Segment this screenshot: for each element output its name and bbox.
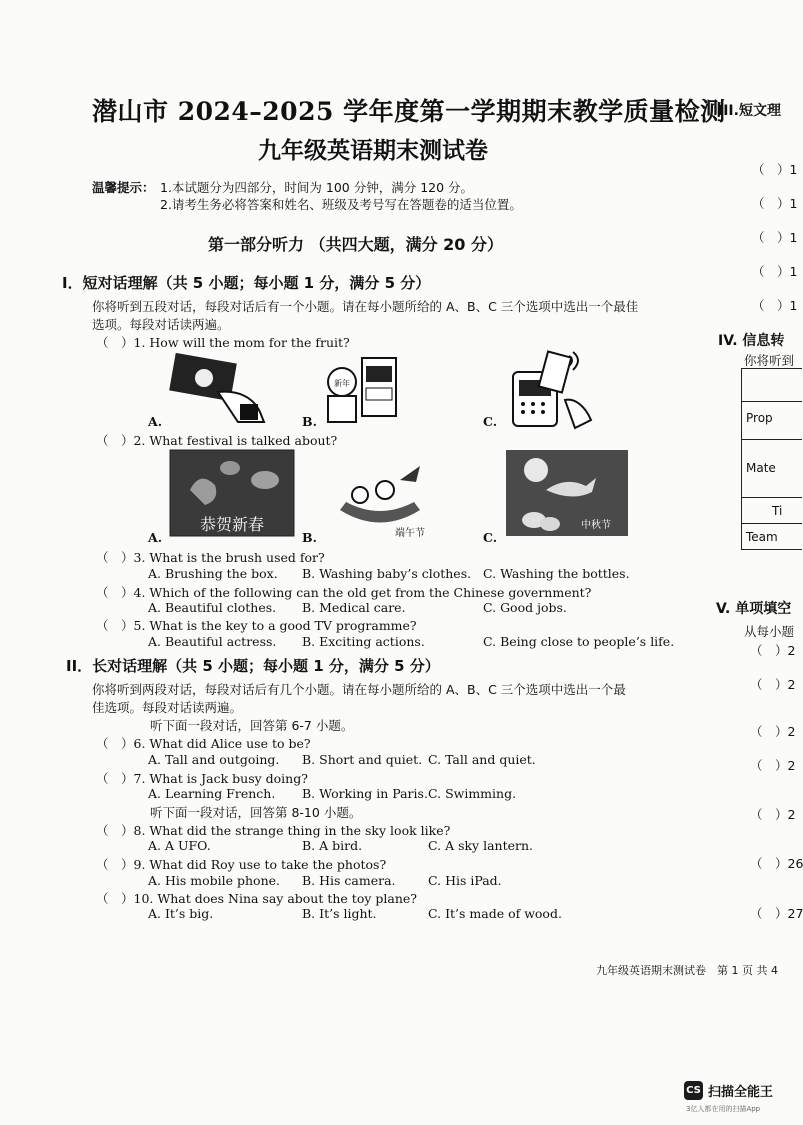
q10-option-b: B. It’s light. — [302, 906, 377, 921]
right-q-22: （ ）2 — [750, 677, 796, 692]
tip-label: 温馨提示： — [92, 180, 155, 195]
question-7: （ ）7. What is Jack busy doing? — [96, 771, 308, 786]
q8-option-c: C. A sky lantern. — [428, 838, 534, 853]
right-q-26: （ ）26 — [750, 856, 803, 871]
spring-festival-picture — [170, 450, 294, 536]
page-footer: 九年级英语期末测试卷 第 1 页 共 4 — [596, 964, 778, 977]
section1-instr-2: 选项。每段对话读两遍。 — [92, 317, 230, 332]
scanner-app-name: 扫描全能王 — [708, 1085, 774, 1100]
right-q-25: （ ）2 — [750, 807, 796, 822]
section1-title: I．短对话理解（共 5 小题；每小题 1 分，满分 5 分） — [62, 274, 431, 292]
q4-option-c: C. Good jobs. — [483, 600, 567, 615]
q2-option-c-label: C. — [483, 530, 498, 545]
scanner-app-slogan: 3亿人都在用的扫描App — [686, 1105, 761, 1113]
question-3: （ ）3. What is the brush used for? — [96, 550, 325, 565]
q7-option-a: A. Learning French. — [148, 786, 276, 801]
q3-option-c: C. Washing the bottles. — [483, 566, 630, 581]
question-5: （ ）5. What is the key to a good TV programme? — [96, 618, 417, 633]
q5-option-a: A. Beautiful actress. — [148, 634, 277, 649]
section4-instr-partial: 你将听到 — [744, 353, 795, 368]
right-blank-1: （ ）1 — [752, 162, 798, 177]
question-1: （ ）1. How will the mom for the fruit? — [96, 335, 350, 350]
q3-option-a: A. Brushing the box. — [148, 566, 278, 581]
q5-option-b: B. Exciting actions. — [302, 634, 425, 649]
right-q-21: （ ）2 — [750, 643, 796, 658]
question-2: （ ）2. What festival is talked about? — [96, 433, 338, 448]
right-blank-4: （ ）1 — [752, 264, 798, 279]
right-blank-5: （ ）1 — [752, 298, 798, 313]
q9-option-a: A. His mobile phone. — [148, 873, 281, 888]
section5-instr-partial: 从每小题 — [744, 624, 795, 639]
table-cell-ti: Ti — [772, 504, 783, 518]
q5-option-c: C. Being close to people’s life. — [483, 634, 675, 649]
mobile-payment-picture — [505, 350, 595, 430]
mid-autumn-festival-picture — [506, 450, 628, 536]
q7-option-b: B. Working in Paris. — [302, 786, 428, 801]
q8-option-a: A. A UFO. — [148, 838, 211, 853]
section4-title-partial: IV. 信息转 — [718, 333, 785, 349]
q6-option-a: A. Tall and outgoing. — [148, 752, 280, 767]
right-q-24: （ ）2 — [750, 758, 796, 773]
right-blank-3: （ ）1 — [752, 230, 798, 245]
tip-line-2: 2.请考生务必将答案和姓名、班级及考号写在答题卷的适当位置。 — [160, 197, 522, 212]
dragon-boat-text: 端午节 — [395, 528, 425, 539]
right-q-27: （ ）27 — [750, 906, 803, 921]
q1-option-c-label: C. — [483, 414, 498, 429]
question-8: （ ）8. What did the strange thing in the sky look like? — [96, 823, 451, 838]
info-table-partial — [741, 368, 802, 550]
question-4: （ ）4. Which of the following can the old get from the Chinese government? — [96, 585, 592, 600]
section5-title-partial: V. 单项填空 — [716, 601, 792, 617]
atm-picture — [322, 352, 417, 427]
section2-sub-2: 听下面一段对话，回答第 8-10 小题。 — [150, 805, 362, 820]
table-cell-team: Team — [746, 530, 778, 544]
right-blank-2: （ ）1 — [752, 196, 798, 211]
q8-option-b: B. A bird. — [302, 838, 363, 853]
q1-option-b-label: B. — [302, 414, 317, 429]
tip-line-1: 1.本试题分为四部分，时间为 100 分钟，满分 120 分。 — [160, 180, 474, 195]
q6-option-b: B. Short and quiet. — [302, 752, 423, 767]
q6-option-c: C. Tall and quiet. — [428, 752, 536, 767]
spring-festival-text: 恭贺新春 — [199, 515, 265, 534]
q2-option-b-label: B. — [302, 530, 317, 545]
section3-title-partial: III.短文理 — [718, 103, 781, 119]
q9-option-b: B. His camera. — [302, 873, 396, 888]
q10-option-c: C. It’s made of wood. — [428, 906, 562, 921]
dragon-boat-festival-picture — [330, 460, 430, 540]
q4-option-a: A. Beautiful clothes. — [148, 600, 277, 615]
section2-instr-2: 佳选项。每段对话读两遍。 — [92, 700, 243, 715]
question-9: （ ）9. What did Roy use to take the photos? — [96, 857, 387, 872]
q3-option-b: B. Washing baby’s clothes. — [302, 566, 472, 581]
q9-option-c: C. His iPad. — [428, 873, 502, 888]
atm-screen-text: 新年 — [334, 379, 350, 388]
cash-payment-picture — [168, 352, 268, 422]
mid-autumn-text: 中秋节 — [581, 520, 611, 531]
table-cell-prop: Prop — [746, 411, 773, 425]
q7-option-c: C. Swimming. — [428, 786, 517, 801]
q2-option-a-label: A. — [148, 530, 163, 545]
part1-title: 第一部分听力 （共四大题，满分 20 分） — [208, 235, 503, 254]
section2-sub-1: 听下面一段对话，回答第 6-7 小题。 — [150, 718, 354, 733]
section2-title: II．长对话理解（共 5 小题；每小题 1 分，满分 5 分） — [66, 657, 440, 675]
question-6: （ ）6. What did Alice use to be? — [96, 736, 311, 751]
question-10: （ ）10. What does Nina say about the toy plane? — [96, 891, 417, 906]
q4-option-b: B. Medical care. — [302, 600, 406, 615]
q10-option-a: A. It’s big. — [148, 906, 214, 921]
scanner-logo-icon: CS — [684, 1081, 703, 1100]
section2-instr-1: 你将听到两段对话，每段对话后有几个小题。请在每小题所给的 A、B、C 三个选项中选出一个最 — [92, 682, 626, 697]
table-cell-mate: Mate — [746, 461, 776, 475]
q1-option-a-label: A. — [148, 414, 163, 429]
section1-instr-1: 你将听到五段对话，每段对话后有一个小题。请在每小题所给的 A、B、C 三个选项中选出一个最佳 — [92, 299, 639, 314]
exam-title: 潜山市 2024–2025 学年度第一学期期末教学质量检测 — [92, 97, 726, 126]
exam-subtitle: 九年级英语期末测试卷 — [258, 137, 488, 164]
right-q-23: （ ）2 — [750, 724, 796, 739]
